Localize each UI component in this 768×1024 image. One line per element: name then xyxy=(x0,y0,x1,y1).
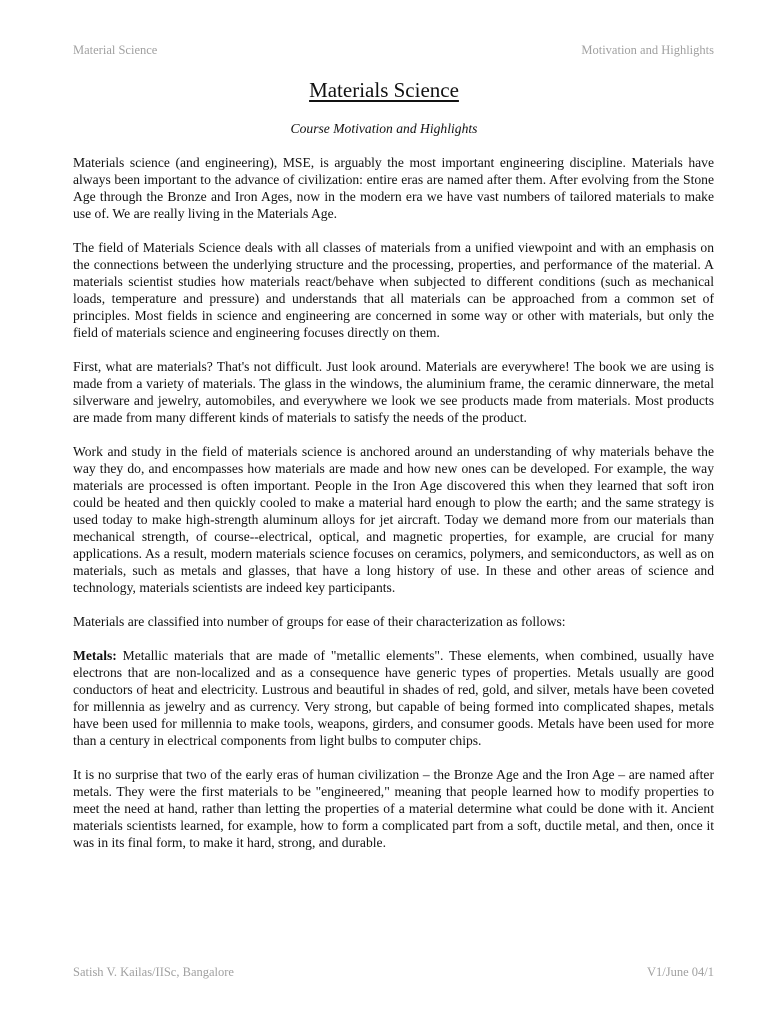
document-subtitle: Course Motivation and Highlights xyxy=(290,121,478,136)
paragraph-field: The field of Materials Science deals with all classes of materials from a unified viewpoint and with an emphasis on the connections between the underlying structure and the processing, properties, and performance of the material. A materials scientist studies how materials react/behave when subjected to different conditions (such as mechanical loads, temperature and pressure) and understands that all materials can be approached from a common set of principles. Most fields in science and engineering are concerned in some way or other with materials, but only the field of materials science and engineering focuses directly on them. xyxy=(73,240,714,340)
paragraph-metals xyxy=(73,647,714,749)
page-footer xyxy=(73,965,714,981)
body-text xyxy=(73,154,714,868)
metals-heading: Metals: xyxy=(73,648,117,663)
footer-author: Satish V. Kailas/IISc, Bangalore xyxy=(73,965,234,979)
running-header xyxy=(73,43,714,59)
paragraph-what-are-materials: First, what are materials? That's not difficult. Just look around. Materials are everywhere! The book we are using is made from a variety of materials. The glass in the windows, the aluminium frame, the ceramic dinnerware, the metal silverware and jewelry, automobiles, and everywhere we look we see products made from materials. Most products are made from many different kinds of materials to satisfy the needs of the product. xyxy=(73,359,714,425)
paragraph-work-and-study: Work and study in the field of materials science is anchored around an understanding of why materials behave the way they do, and encompasses how materials are made and how new ones can be developed. For example, the way materials are processed is often important. People in the Iron Age discovered this when they learned that soft iron could be heated and then quickly cooled to make a material hard enough to plow the earth; and the same strategy is used today to make high-strength aluminum alloys for jet aircraft. Today we demand more from our materials than mechanical strength, of course--electrical, optical, and magnetic properties, for example, are crucial for many applications. As a result, modern materials science focuses on ceramics, polymers, and semiconductors, as well as on materials, such as metals and glasses, that have a long history of use. In these and other areas of science and technology, materials scientists are indeed key participants. xyxy=(73,444,714,595)
paragraph-classification: Materials are classified into number of groups for ease of their characterization as follows: xyxy=(73,614,566,629)
header-right-text: Motivation and Highlights xyxy=(581,43,714,57)
metals-text: Metallic materials that are made of "metallic elements". These elements, when combined, usually have electrons that are non-localized and as a consequence have generic types of properties. Metals usually are good conductors of heat and electricity. Lustrous and beautiful in shades of red, gold, and silver, metals have been coveted for millennia as jewelry and as currency. Very strong, but capable of being formed into complicated shapes, metals have been used for millennia to make tools, weapons, girders, and consumer goods. Metals have been used for more than a century in electrical components from light bulbs to computer chips. xyxy=(73,648,714,748)
header-left-text: Material Science xyxy=(73,43,158,57)
document-title: Materials Science xyxy=(309,78,459,102)
paragraph-bronze-iron-age: It is no surprise that two of the early eras of human civilization – the Bronze Age and the Iron Age – are named after metals. They were the first materials to be "engineered," meaning that people learned how to modify properties to meet the need at hand, rather than letting the properties of a material determine what could be done with it. Ancient materials scientists learned, for example, how to form a complicated part from a soft, ductile metal, and then, once it was in its final form, to make it hard, strong, and durable. xyxy=(73,767,714,850)
paragraph-intro: Materials science (and engineering), MSE, is arguably the most important engineering discipline. Materials have always been important to the advance of civilization: entire eras are named after them. After evolving from the Stone Age through the Bronze and Iron Ages, now in the modern era we have vast numbers of tailored materials to make use of. We are really living in the Materials Age. xyxy=(73,155,714,221)
footer-version: V1/June 04/1 xyxy=(646,965,714,979)
